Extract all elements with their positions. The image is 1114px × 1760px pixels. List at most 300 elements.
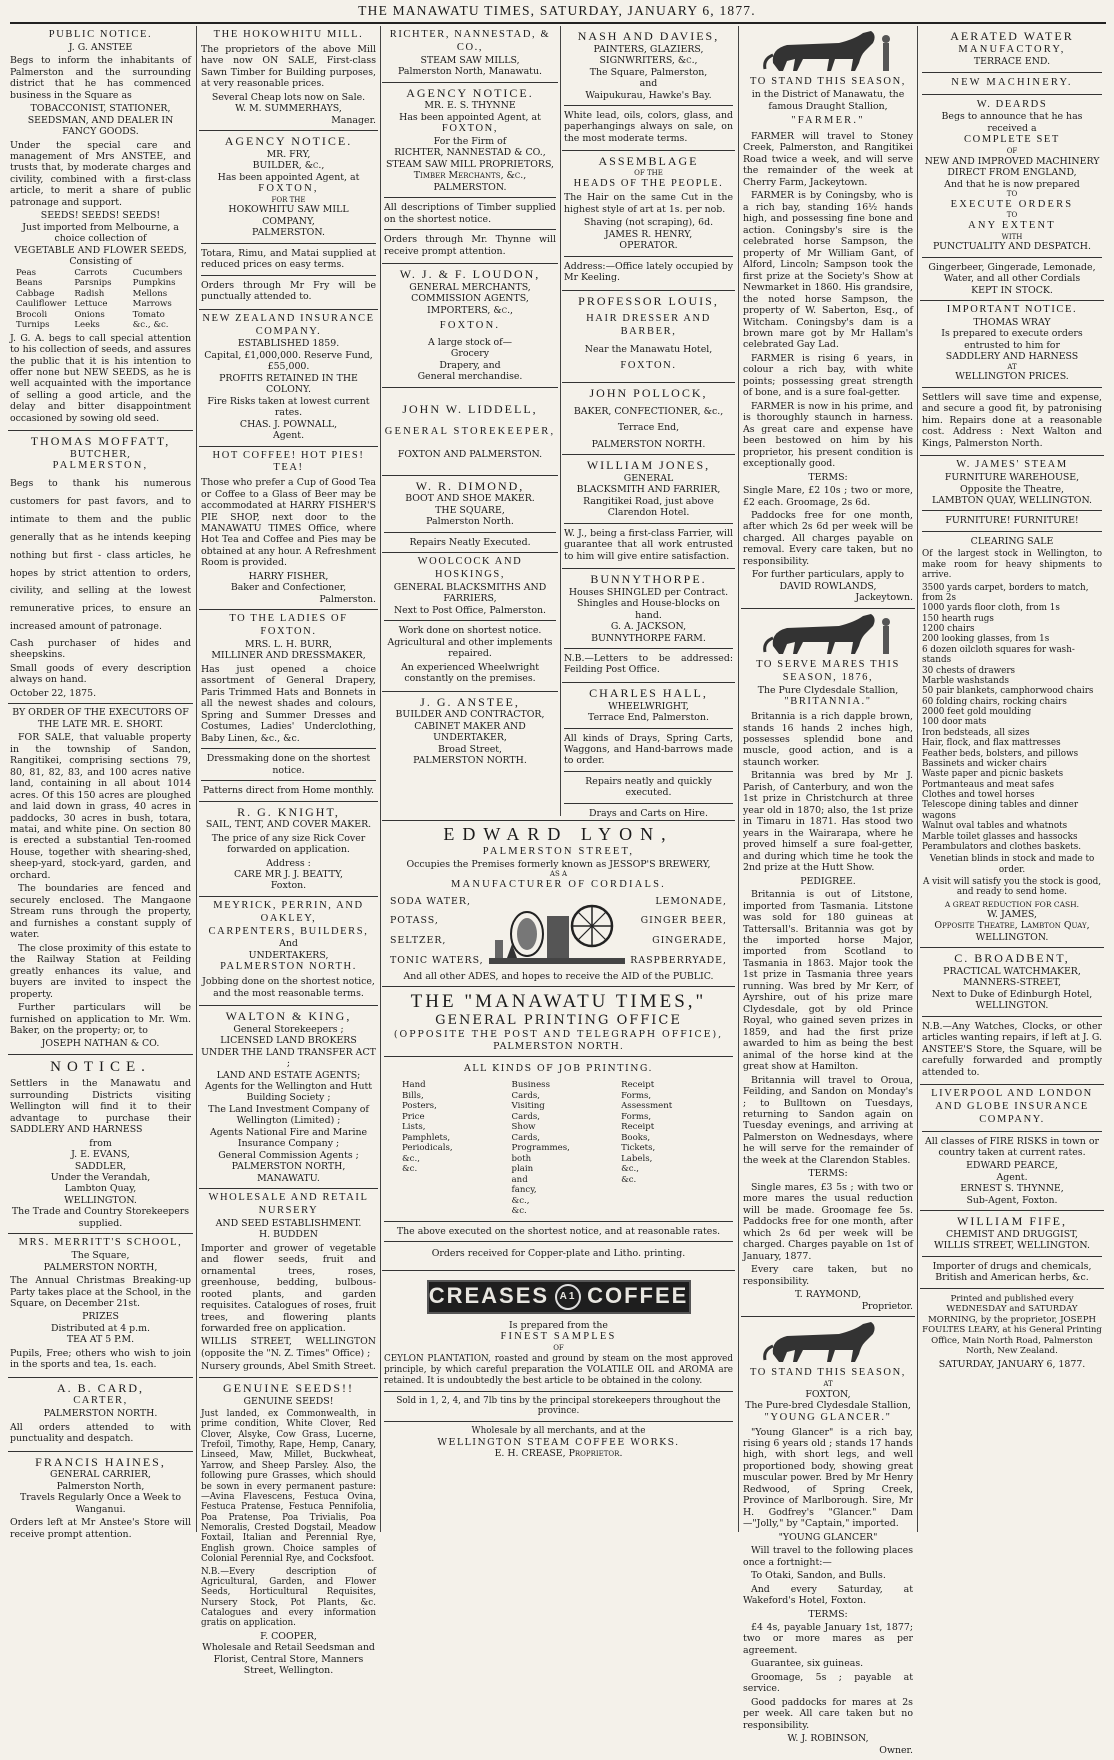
- list-item: 1200 chairs: [922, 624, 975, 634]
- ad-text: Repairs neatly and quickly executed.: [585, 775, 712, 799]
- list-item: Feather beds, bolsters, and pillows: [922, 748, 1079, 759]
- ad-text: RICHTER, NANNESTAD & CO.,: [394, 147, 546, 159]
- list-item: Onions: [74, 309, 105, 320]
- ad-text: All classes of FIRE RISKS in town or country taken at current rates.: [925, 1135, 1099, 1158]
- ad-title: PROFESSOR LOUIS,: [578, 293, 719, 308]
- ad-text: Palmerston.: [319, 593, 376, 605]
- ad-walton-king: [199, 1006, 378, 1189]
- list-item: Iron bedsteads, all sizes: [922, 727, 1030, 738]
- ad-title: PUBLIC NOTICE.: [48, 29, 153, 40]
- list-item: Marble toilet glasses and hassocks: [922, 831, 1078, 842]
- ad-text: Just imported from Melbourne, a choice collection of: [22, 221, 179, 245]
- ad-text: Cash purchaser of hides and sheepskins.: [10, 637, 191, 661]
- ad-text: BUILDER AND CONTRACTOR,: [395, 709, 545, 721]
- ad-text: All descriptions of Timber supplied on the shortest notice.: [384, 202, 556, 225]
- ad-evans: [8, 1055, 193, 1234]
- list-item: Walnut oval tables and whatnots: [922, 821, 1068, 832]
- list-item: Bassinets and wicker chairs: [922, 758, 1047, 769]
- ad-liddell: [382, 388, 558, 476]
- ad-text: Begs to thank his numerous customers for past favors, and to intimate to them and the public generally that as he intends keeping nothing but first - class articles, he hopes by strict attention to orders, civility, and selling at the lowest remunerative prices, to ensure an increased amount of patronage.: [10, 478, 191, 633]
- ad-text: NEW AND IMPROVED MACHINERY: [924, 155, 1100, 167]
- list-item: Business Cards,: [511, 1080, 550, 1101]
- ad-text: OF: [553, 1343, 564, 1352]
- ad-crease-coffee: [382, 1271, 735, 1464]
- list-item: 100 door mats: [922, 717, 987, 728]
- list-item: GINGER BEER,: [640, 915, 727, 927]
- ad-text: SADDLERY AND HARNESS: [945, 351, 1079, 363]
- ad-text: For the Firm of: [433, 135, 507, 147]
- ad-text: Every care taken, but no responsibility.: [743, 1264, 913, 1287]
- ad-text: Palmerston North, Manawatu.: [398, 66, 542, 78]
- ad-text: And: [279, 938, 298, 950]
- ad-text: Agent.: [996, 1171, 1028, 1183]
- ad-text: KEPT IN STOCK.: [971, 284, 1053, 296]
- ad-text: from: [89, 1137, 112, 1149]
- ad-text: White lead, oils, colors, glass, and paperhangings always on sale, on the most moderate terms.: [564, 109, 733, 144]
- list-item: Tomato: [132, 309, 165, 320]
- ad-signature: W. J. ROBINSON,: [787, 1733, 869, 1745]
- ad-title: AERATED WATER: [950, 29, 1074, 43]
- ad-text: Just landed, ex Commonwealth, in prime condition, White Clover, Red Clover, Alsyke, Cow Grass, Lucerne, Trefoil, Timothy, Rape, Hemp, Canary, Linseed, Maw, Millet, Buckwheat, Yarrow, and Sheep Parsley. Also, the following pure Grasses, which should be sown in every permanent pasture:—Avina Flavescens, Festuca Ovina, Festuca Pratense, Festuca Pennifolia, Poa Pratense, Poa Trivialis, Poa Nemoralis, Crested Dogstail, Meadow Foxtail, Italian and Perennial Rye, English grown. Choice samples of Colonial Perennial Rye, and Cocksfoot.: [201, 1408, 376, 1565]
- ad-text: Has just opened a choice assortment of General Drapery, Paris Trimmed Hats and Bonnets in all the newest shades and colours, Spring and Summer Dresses and Costumes, Ladies' Underclothing, Baby Linen, &c., &c.: [201, 663, 376, 744]
- ad-text: TO: [1006, 190, 1018, 199]
- list-item: Cabbage: [16, 288, 55, 299]
- ad-title: FRANCIS HAINES,: [35, 1454, 166, 1469]
- ad-text: Manager.: [331, 114, 376, 126]
- ad-text: BLACKSMITH AND FARRIER,: [576, 484, 721, 496]
- horse-engraving: [743, 1320, 913, 1364]
- ad-text: Orders received for Copper-plate and Litho. printing.: [431, 1248, 686, 1260]
- ad-text: "YOUNG GLANCER": [778, 1531, 878, 1543]
- list-item: 3500 yards carpet, borders to match, from 2s: [922, 582, 1089, 603]
- ad-burr: [199, 610, 378, 801]
- list-item: Posters,: [402, 1101, 437, 1112]
- ad-text: The Land Investment Company of Wellington (Limited) ;: [208, 1103, 369, 1127]
- list-item: Periodicals,: [402, 1143, 453, 1154]
- ad-text: The Pure Clydesdale Stallion,: [757, 684, 899, 696]
- horse-engraving: [743, 612, 913, 656]
- ad-text: PRIZES: [82, 1311, 119, 1323]
- ad-text: CARE MR J. J. BEATTY,: [233, 869, 344, 880]
- ad-text: All orders attended to with punctuality and despatch.: [10, 1421, 191, 1445]
- ad-text: Patterns direct from Home monthly.: [202, 785, 374, 797]
- ad-broadbent: [920, 948, 1104, 1085]
- divider: [384, 1391, 733, 1392]
- divider: [564, 105, 733, 106]
- list-item: GINGERADE,: [652, 935, 727, 947]
- ad-title: BY ORDER OF THE EXECUTORS OF THE LATE MR. E. SHORT.: [12, 707, 189, 730]
- ad-text: FOXTON.: [620, 360, 677, 372]
- ad-signature: CHAS. J. POWNALL,: [239, 418, 338, 430]
- column-divider: [738, 26, 739, 1532]
- ad-text: Rangitikei Road, just above Clarendon Hotel.: [583, 495, 714, 519]
- ad-text: Several Cheap lots now on Sale.: [211, 91, 366, 103]
- ad-text: "Young Glancer" is a rich bay, rising 6 years old ; stands 17 hands high, with short legs, and well proportioned body, showing great muscular power. Bred by Mr Henry Redwood, of Spring Creek, Province of Marlborough. Sire, Mr H. Godfrey's "Glancer." Dam—"Jolly," by "Captain," imported.: [743, 1426, 913, 1530]
- column-divider: [380, 26, 381, 1532]
- ad-text: NEW MACHINERY.: [951, 76, 1073, 88]
- ad-name: W. DEARDS: [976, 98, 1048, 110]
- ad-text: FOXTON,: [258, 183, 319, 195]
- ad-text: GENERAL BLACKSMITHS AND FARRIERS,: [393, 581, 547, 605]
- divider: [384, 620, 556, 621]
- ad-title: NEW ZEALAND INSURANCE COMPANY.: [202, 312, 375, 337]
- ad-text: PALMERSTON NORTH,: [43, 1261, 158, 1273]
- ad-text: OF THE: [634, 169, 663, 177]
- ad-text: BOOT AND SHOE MAKER.: [405, 493, 535, 505]
- ad-text: Under the Verandah,: [50, 1171, 151, 1183]
- wide-section: [382, 820, 735, 1532]
- ad-card: [8, 1378, 193, 1452]
- ad-text: Venetian blinds in stock and made to order.: [929, 854, 1095, 875]
- list-item: Hand Bills,: [402, 1080, 426, 1101]
- ad-text: WITH: [1001, 232, 1023, 241]
- ad-text: MANUFACTORY,: [958, 43, 1066, 55]
- ad-moffatt: [8, 431, 193, 704]
- ad-text: PALMERSTON NORTH.: [493, 1040, 624, 1052]
- list-item: Cucumbers: [132, 267, 183, 278]
- list-item: Grocery: [450, 348, 490, 360]
- ad-signature: W. M. SUMMERHAYS,: [235, 103, 342, 115]
- ad-text: Opposite the Theatre,: [960, 483, 1064, 495]
- ad-text: SADDLER,: [74, 1160, 127, 1172]
- ad-text: Consisting of: [69, 256, 132, 268]
- ad-text: DIRECT FROM ENGLAND,: [947, 167, 1077, 179]
- ad-text: CEYLON PLANTATION, roasted and ground by steam on the most approved principle, by which careful preparation the VOLATILE OIL and AROMA are retained. It is undoubtedly the best article to be obtained in the colony.: [384, 1354, 733, 1386]
- ad-name: J. E. EVANS,: [71, 1149, 130, 1161]
- ad-text: Of the largest stock in Wellington, to make room for heavy shipments to arrive.: [922, 549, 1102, 581]
- list-item: SELTZER,: [390, 935, 447, 947]
- ad-text: "FARMER.": [791, 115, 865, 127]
- ad-name: MRS. L. H. BURR,: [245, 638, 332, 650]
- ad-text: Occupies the Premises formerly known as JESSOP'S BREWERY,: [406, 858, 711, 870]
- ad-text: Houses SHINGLED per Contract.: [568, 586, 729, 598]
- list-item: 200 looking glasses, from 1s: [922, 634, 1050, 645]
- list-item: Mellons: [132, 288, 168, 299]
- ad-signature: F. COOPER,: [260, 1630, 317, 1642]
- ad-text: PALMERSTON.: [433, 181, 507, 193]
- ad-anstee: [8, 26, 193, 431]
- ad-text: UNDERTAKERS,: [248, 949, 329, 961]
- ad-merritt: [8, 1234, 193, 1377]
- ad-text: GENERAL MERCHANTS,: [409, 281, 531, 293]
- ad-text: N.B.—Every description of Agricultural, Garden, and Flower Seeds, Horticultural Requisites, Nursery Stock, Pot Plants, &c. Catalogues and every information gratis on application.: [201, 1566, 376, 1629]
- list-item: Leeks: [74, 320, 100, 331]
- ad-text: FOR THE: [271, 195, 306, 204]
- divider: [922, 257, 1102, 258]
- list-item: Receipt Books,: [621, 1122, 655, 1143]
- ad-text: Dressmaking done on the shortest notice.: [206, 753, 371, 776]
- ad-text: General Commission Agents ;: [218, 1149, 359, 1161]
- ad-text: Palmerston North,: [56, 1480, 145, 1492]
- ad-text: GENERAL: [623, 472, 674, 484]
- ad-text: Lambton Quay,: [64, 1183, 137, 1195]
- ad-text: And every Saturday, at Wakeford's Hotel, Foxton.: [743, 1583, 913, 1607]
- ad-text: Jackeytown.: [855, 592, 913, 604]
- ad-text: WILLIS STREET, WELLINGTON.: [934, 1240, 1090, 1252]
- ad-text: (OPPOSITE THE POST AND TELEGRAPH OFFICE),: [393, 1029, 724, 1041]
- ad-text: Address :: [266, 857, 311, 869]
- ad-budden: [199, 1189, 378, 1378]
- ad-text: Groomage, 5s ; payable at service.: [743, 1671, 913, 1695]
- ad-text: PRACTICAL WATCHMAKER,: [943, 965, 1081, 977]
- ad-text: GENERAL CARRIER,: [49, 1469, 152, 1481]
- ad-signature: ERNEST S. THYNNE,: [960, 1183, 1064, 1195]
- ad-title: WHOLESALE AND RETAIL NURSERY: [208, 1192, 369, 1216]
- divider: [922, 1256, 1102, 1257]
- ad-text: Baker and Confectioner,: [230, 582, 347, 594]
- list-item: Tickets,: [621, 1143, 656, 1154]
- ad-text: Importer and grower of vegetable and flower seeds, fruit and ornamental trees, roses, greenhouse, bedding, bulbous-rooted plants, and garden requisites. Catalogues of roses, fruit trees, and flowering plants forwarded free on application.: [201, 1242, 376, 1334]
- ad-text: Single mares, £3 5s ; with two or more mares the usual reduction will be made. Groomage fee 5s. Paddocks free for one month, after which 2s 6d per week will be charged. Charges payable on 1st of January, 1877.: [743, 1181, 913, 1262]
- list-item: 1000 yards floor cloth, from 1s: [922, 603, 1060, 614]
- ad-text: Orders through Mr. Thynne will receive prompt attention.: [384, 234, 556, 257]
- column-divider: [560, 26, 561, 816]
- ad-title: WOOLCOCK AND HOSKINGS,: [417, 556, 523, 580]
- divider: [384, 1056, 733, 1057]
- ad-farmer-stallion: [741, 26, 915, 609]
- ad-text: HAIR DRESSER AND BARBER,: [586, 313, 711, 338]
- list-item: and fancy,: [511, 1174, 537, 1196]
- ad-title: WILLIAM JONES,: [586, 458, 711, 473]
- horse-engraving: [743, 29, 913, 73]
- ad-title: W. R. DIMOND,: [415, 478, 525, 493]
- printer-imprint: [920, 1289, 1104, 1374]
- ad-text: WELLINGTON STEAM COFFEE WORKS.: [437, 1436, 680, 1448]
- ad-text: The Annual Christmas Breaking-up Party takes place at the School, in the Square, on December 21st.: [10, 1275, 191, 1309]
- ad-title: THE "MANAWATU TIMES,": [410, 991, 707, 1013]
- divider: [384, 197, 556, 198]
- ad-text: AT: [823, 1380, 833, 1389]
- ad-edward-lyon: [382, 821, 735, 987]
- ad-text: The Square, Palmerston,: [589, 66, 708, 78]
- ad-title: WALTON & KING,: [225, 1009, 352, 1023]
- ad-text: Is prepared from the: [509, 1319, 608, 1331]
- ad-text: Settlers will save time and expense, and secure a good fit, by patronising him. Repairs done at a reasonable cost. Address : Next Walton and Kings, Palmerston North.: [922, 391, 1102, 449]
- ad-signature: JOSEPH NATHAN & CO.: [41, 1038, 160, 1050]
- list-item: Drapery, and: [439, 359, 501, 371]
- ad-young-glancer: [741, 1317, 915, 1760]
- list-item: &c., &c.: [402, 1153, 420, 1175]
- ad-text: FARMER is now in his prime, and is thoroughly staunch in harness. As great care and expense have been bestowed on him by his proprietor, his present condition is exceptionally good.: [743, 400, 913, 470]
- ad-title: NOTICE.: [50, 1058, 151, 1075]
- ad-heading: VEGETABLE AND FLOWER SEEDS,: [14, 244, 187, 256]
- ad-text: Orders left at Mr Anstee's Store will receive prompt attention.: [10, 1517, 191, 1540]
- ad-text: Further particulars will be furnished on application to Mr. Wm. Baker, on the property; or, to: [10, 1002, 191, 1036]
- ad-text: COMPLETE SET: [964, 134, 1060, 146]
- list-item: Cauliflower: [16, 299, 67, 310]
- ad-text: For further particulars, apply to: [751, 569, 905, 581]
- ad-text: PALMERSTON.: [252, 227, 325, 239]
- ad-text: STEAM SAW MILLS,: [420, 54, 520, 66]
- ad-text: WHEELWRIGHT,: [608, 700, 689, 712]
- divider: [564, 648, 733, 649]
- masthead-rule: [10, 22, 1106, 24]
- ad-text: Begs to announce that he has received a: [941, 111, 1083, 134]
- coffee-banner: [427, 1280, 691, 1314]
- divider: [384, 229, 556, 230]
- ad-text: The close proximity of this estate to the Railway Station at Feilding greatly enhances its value, and buyers are invited to inspect the property.: [10, 942, 191, 1000]
- ad-date: October 22, 1875.: [10, 687, 97, 699]
- list-item: Telescope dining tables and dinner wagons: [922, 800, 1079, 821]
- ad-text: Shaving (not scraping), 6d.: [583, 217, 714, 229]
- ad-text: Pupils, Free; others who wish to join in the sports and tea, 1s. each.: [10, 1347, 191, 1371]
- ad-dimond: [382, 476, 558, 554]
- divider: [201, 243, 376, 244]
- divider: [922, 1131, 1102, 1132]
- ad-text: PAINTERS, GLAZIERS, SIGNWRITERS, &c.,: [593, 43, 704, 67]
- ad-text: N.B.—Letters to be addressed: Feilding Post Office.: [564, 653, 733, 676]
- divider: [922, 510, 1102, 511]
- ad-text: UNDER THE LAND TRANSFER ACT ;: [201, 1046, 376, 1070]
- ad-text: Owner.: [879, 1744, 913, 1756]
- ad-text: Nursery grounds, Abel Smith Street.: [201, 1361, 376, 1373]
- ad-haines: [8, 1452, 193, 1546]
- ad-title: J. G. ANSTEE,: [420, 694, 520, 709]
- list-item: Visiting Cards,: [511, 1101, 545, 1122]
- ad-text: Jobbing done on the shortest notice, and the most reasonable terms.: [202, 976, 375, 999]
- ad-title: W. J. & F. LOUDON,: [399, 267, 541, 282]
- ad-richter: [382, 26, 558, 83]
- ad-text: ANY EXTENT: [968, 220, 1056, 232]
- ad-text: A GREAT REDUCTION FOR CASH.: [944, 899, 1080, 909]
- ad-text: Good paddocks for mares at 2s per week. All care taken but no responsibility.: [743, 1696, 913, 1731]
- divider: [201, 275, 376, 276]
- ad-text: PALMERSTON NORTH.: [43, 1408, 158, 1420]
- list-item: General merchandise.: [417, 371, 523, 383]
- ad-cooper: [199, 1378, 378, 1681]
- list-item: LEMONADE,: [655, 895, 727, 907]
- ad-text: Is prepared to execute orders entrusted to him for: [941, 328, 1083, 351]
- ad-text: FARMER is rising 6 years, in colour a rich bay, with white points; possessing great strength of bone, and is a sure foal-getter.: [743, 352, 913, 399]
- ad-text: PALMERSTON,: [52, 460, 149, 472]
- ad-text: E. H. CREASE, Proprietor.: [494, 1448, 623, 1460]
- list-item: Beans: [16, 278, 43, 289]
- ad-name: THOMAS WRAY: [973, 317, 1051, 329]
- ad-signature: W. JAMES,: [987, 908, 1037, 920]
- ad-text: Terrace End, Palmerston.: [588, 712, 709, 724]
- ad-title: JOHN POLLOCK,: [589, 386, 708, 401]
- list-item: &c., &c.: [511, 1195, 530, 1217]
- ad-text: Those who prefer a Cup of Good Tea or Coffee to a Glass of Beer may be accommodated at HARRY FISHER'S PIE SHOP, next door to the MANAWATU TIMES Office, where Hot Tea and Coffee and Pies may be obtained at any hour. A Refreshment Room is provided.: [201, 477, 376, 569]
- ad-text: LAMBTON QUAY, WELLINGTON.: [931, 494, 1093, 506]
- list-item: TONIC WATERS,: [390, 954, 484, 966]
- cordial-list: [384, 892, 733, 971]
- ad-text: TOBACCONIST, STATIONER, SEEDSMAN, AND DEALER IN FANCY GOODS.: [27, 103, 174, 138]
- ad-hokowhitu-mill: [199, 26, 378, 131]
- ad-text: HOKOWHITU SAW MILL COMPANY,: [228, 204, 349, 227]
- ad-text: All kinds of Drays, Spring Carts, Waggons, and Hand-barrows made to order.: [564, 732, 733, 767]
- list-item: Price Lists,: [402, 1111, 426, 1133]
- ad-title: TO THE LADIES OF FOXTON.: [229, 613, 348, 638]
- list-item: Turnips: [16, 320, 50, 331]
- ad-text: Importer of drugs and chemicals, British and American herbs, &c.: [932, 1260, 1092, 1284]
- ad-text: TERMS:: [808, 1168, 848, 1180]
- column-divider: [196, 26, 197, 1532]
- seed-list: [10, 268, 191, 331]
- column-divider: [917, 26, 918, 1532]
- ad-text: Britannia was bred by Mr J. Parish, of Canterbury, and won the 1st prize in Christchurch at three year old in 1870; also, the 1st prize in Timaru in 1871. Has stood two years in the Wairarapa, where he proved himself a sure foal-getter, and during which time he took the 2nd prize at the Hutt Show.: [743, 770, 913, 874]
- ad-text: Single Mare, £2 10s ; two or more, £2 each. Groomage, 2s 6d.: [743, 485, 913, 508]
- ad-text: Orders through Mr Fry will be punctually attended to.: [201, 279, 376, 303]
- ad-text: PALMERSTON NORTH.: [591, 438, 706, 450]
- ad-text: And all other ADES, and hopes to receive the AID of the PUBLIC.: [403, 970, 714, 982]
- ad-text: The Hair on the same Cut in the highest style of art at 1s. per nob.: [564, 192, 733, 215]
- ad-text: PALMERSTON NORTH, MANAWATU.: [231, 1161, 346, 1184]
- ad-text: A large stock of—: [428, 336, 512, 348]
- ad-text: Small goods of every description always on hand.: [10, 662, 191, 686]
- ad-text: "BRITANNIA.": [784, 696, 872, 708]
- ad-text: BUNNYTHORPE FARM.: [591, 632, 706, 644]
- divider: [922, 1016, 1102, 1017]
- ad-text: GENERAL PRINTING OFFICE: [435, 1013, 682, 1029]
- list-item: 6 dozen oilcloth squares for wash-stands: [922, 644, 1075, 666]
- ad-text: Agents for the Wellington and Hutt Building Society ;: [204, 1080, 373, 1104]
- ad-text: Capital, £1,000,000. Reserve Fund, £55,000.: [204, 349, 373, 373]
- ad-text: The Square,: [71, 1250, 130, 1262]
- ad-text: To Otaki, Sandon, and Bulls.: [751, 1570, 886, 1582]
- ad-text: TERRACE END.: [973, 56, 1051, 68]
- ad-text: £4 4s, payable January 1st, 1877; two or more mares as per agreement.: [743, 1622, 913, 1656]
- list-item: Waste paper and picnic baskets: [922, 769, 1064, 780]
- ad-louis: [562, 291, 735, 383]
- list-item: Marble washstands: [922, 675, 1009, 686]
- ad-title: IMPORTANT NOTICE.: [946, 304, 1078, 316]
- ad-text: The proprietors of the above Mill have now ON SALE, First-class Sawn Timber for Building purposes, at very reasonable prices.: [201, 43, 376, 90]
- ad-text: Agent.: [272, 430, 305, 442]
- ad-title: EDWARD LYON,: [443, 824, 674, 844]
- ad-jones: [562, 455, 735, 569]
- ad-text: WILLIS STREET, WELLINGTON (opposite the "N. Z. Times" Office) ;: [201, 1336, 376, 1359]
- divider: [384, 1241, 733, 1242]
- list-item: RASPBERRYADE,: [630, 954, 727, 966]
- ad-text: Has been appointed Agent, at: [217, 171, 360, 183]
- ad-text: HEADS OF THE PEOPLE.: [573, 177, 724, 189]
- list-item: Brocoli: [16, 309, 48, 320]
- ad-text: General Storekeepers ;: [233, 1023, 344, 1035]
- ad-heading: SEEDS! SEEDS! SEEDS!: [40, 210, 161, 222]
- list-item: 60 folding chairs, rocking chairs: [922, 696, 1067, 707]
- ad-text: MANNERS-STREET,: [963, 977, 1061, 989]
- ad-text: Shingles and House-blocks on hand.: [577, 598, 720, 621]
- divider: [922, 94, 1102, 95]
- ad-text: J. G. A. begs to call special attention to his collection of seeds, and assures the public that it is his intention to offer none but NEW SEEDS, as he is well acquainted with the importance of selling a good article, and the delay and bitter disappointment occasioned by sowing old seed.: [10, 332, 191, 424]
- ad-title: MRS. MERRITT'S SCHOOL,: [18, 1237, 183, 1249]
- ad-text: Totara, Rimu, and Matai supplied at reduced prices on easy terms.: [201, 247, 376, 271]
- ad-text: Repairs Neatly Executed.: [409, 536, 531, 548]
- ad-text: Foxton.: [270, 880, 307, 892]
- ad-text: W. J., being a first-class Farrier, will guarantee that all work entrusted to him will give entire satisfaction.: [564, 527, 733, 562]
- banner-text: COFFEE: [587, 1283, 689, 1309]
- ad-title: THOMAS MOFFATT,: [30, 434, 171, 449]
- ad-title: TO STAND THIS SEASON,: [749, 76, 907, 88]
- ad-text: CABINET MAKER AND UNDERTAKER,: [414, 720, 526, 744]
- ad-text: Work done on shortest notice. Agricultural and other implements repaired.: [387, 625, 553, 660]
- ad-text: N.B.—Any Watches, Clocks, or other articles wanting repairs, if left at J. G. ANSTEE'S Store, the Square, will be carefully forwarded and promptly attended to.: [922, 1020, 1102, 1078]
- ad-text: PALMERSTON NORTH.: [220, 961, 357, 973]
- list-item: Radish: [74, 288, 105, 299]
- list-item: &c., &c.: [621, 1164, 640, 1185]
- ad-liverpool-insurance: [920, 1085, 1104, 1211]
- ad-text: Next to Duke of Edinburgh Hotel, WELLINGTON.: [931, 988, 1093, 1012]
- ad-text: FINEST SAMPLES: [500, 1331, 617, 1343]
- ad-text: Drays and Carts on Hire.: [589, 807, 708, 819]
- ad-text: OPERATOR.: [619, 240, 678, 252]
- list-item: SODA WATER,: [390, 895, 471, 907]
- ad-text: Travels Regularly Once a Week to Wanganui.: [19, 1492, 182, 1515]
- ad-text: ALL KINDS OF JOB PRINTING.: [463, 1062, 654, 1074]
- ad-name: H. BUDDEN: [258, 1229, 318, 1241]
- ad-text: TERMS:: [808, 471, 848, 483]
